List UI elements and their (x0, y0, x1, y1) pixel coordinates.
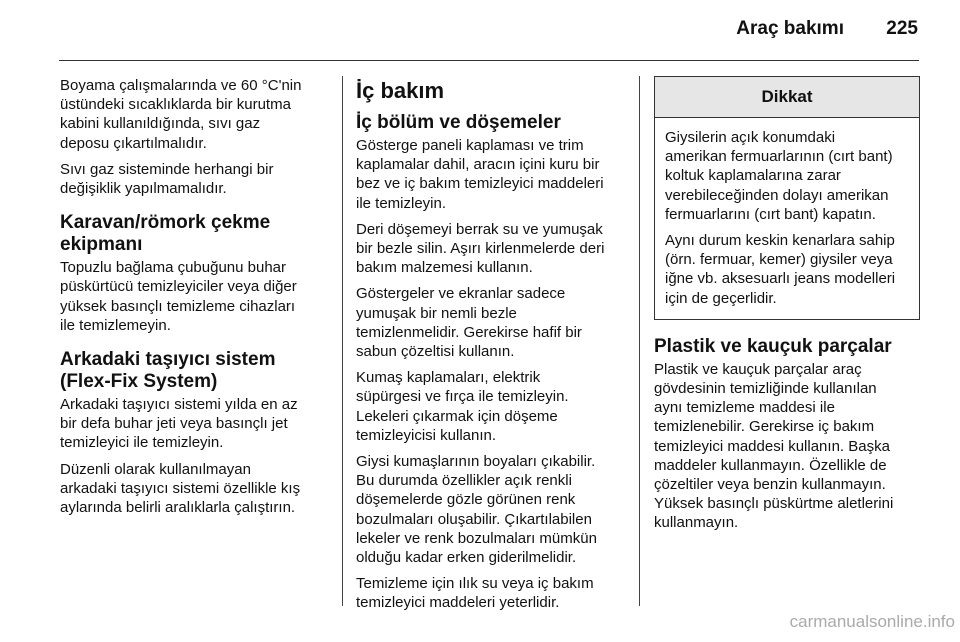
column-divider-left (342, 76, 343, 606)
interior-care-heading: İç bakım (356, 78, 445, 103)
lpg-paint-paragraph: Boyama çalışmalarında ve 60 °C'nin üstündeki sıcaklıklarda bir kurutma kabini kullanıldığında, sıvı gaz deposu çıkartılmalıdır. (60, 77, 302, 152)
rear-carrier-paragraph-2: Düzenli olarak kullanılmayan arkadaki taşıyıcı sistemi özellikle kış aylarında belirli aralıklarla çalıştırın. (60, 460, 301, 517)
caravan-heading: Karavan/römork çekme ekipmanı (60, 212, 271, 256)
interior-paragraph-6: Temizleme için ılık su veya iç bakım temizleyici maddeleri yeterlidir. (356, 575, 594, 612)
interior-paragraph-5: Giysi kumaşlarının boyaları çıkabilir. Bu durumda özellikler açık renkli döşemelerde gözle görünen renk bozulmaları oluşabilir. Çıkartılabilen lekeler ve renk bozulmaları mümkün olduğu kadar erken giderilmelidir. (356, 453, 597, 567)
lpg-modification-paragraph: Sıvı gaz sisteminde herhangi bir değişiklik yapılmamalıdır. (60, 160, 274, 198)
left-column (60, 76, 328, 524)
rear-carrier-paragraph-1: Arkadaki taşıyıcı sistemi yılda en az bir defa buhar jeti veya basınçlı jet temizleyici ile temizleyin. (60, 396, 298, 452)
caution-body (655, 118, 919, 319)
right-column (654, 76, 920, 540)
caravan-paragraph: Topuzlu bağlama çubuğunu buhar püskürtücü temizleyiciler veya diğer yüksek basınçlı temizleme cihazları ile temizlemeyin. (60, 259, 297, 334)
plastic-rubber-heading: Plastik ve kauçuk parçalar (654, 335, 892, 357)
caution-paragraph-2: Aynı durum keskin kenarlara sahip (örn. fermuar, kemer) giysiler veya iğne vb. aksesuarlı jeans modelleri için de geçerlidir. (665, 232, 896, 307)
rear-carrier-heading: Arkadaki taşıyıcı sistem (Flex-Fix System) (60, 349, 276, 393)
running-header-title: Araç bakımı (736, 18, 844, 39)
interior-paragraph-1: Gösterge paneli kaplaması ve trim kaplamalar dahil, aracın içini kuru bir bez ve iç bakım temizleyici maddeleri ile temizleyin. (356, 137, 604, 212)
column-divider-right (639, 76, 640, 606)
middle-column (356, 78, 628, 620)
page-number: 225 (886, 18, 918, 39)
watermark-text: carmanualsonline.info (789, 612, 955, 631)
interior-paragraph-2: Deri döşemeyi berrak su ve yumuşak bir bezle silin. Aşırı kirlenmelerde deri bakım malzemesi kullanın. (356, 220, 605, 277)
header-divider (59, 60, 919, 61)
plastic-rubber-paragraph: Plastik ve kauçuk parçalar araç gövdesinin temizliğinde kullanılan aynı temizleme maddesi ile temizlenebilir. Gerekirse iç bakım temizleyici maddesi kullanın. Başka maddeler kullanmayın. Özellikle de çözeltiler veya benzin kullanmayın. Yüksek basınçlı püskürtme aletlerini kullanmayın. (654, 360, 894, 532)
interior-paragraph-4: Kumaş kaplamaları, elektrik süpürgesi ve fırça ile temizleyin. Lekeleri çıkarmak için döşeme temizleyicisi kullanın. (356, 369, 569, 444)
interior-upholstery-heading: İç bölüm ve döşemeler (356, 112, 561, 133)
interior-paragraph-3: Göstergeler ve ekranlar sadece yumuşak bir nemli bezle temizlenmelidir. Gerekirse hafif bir sabun çözeltisi kullanın. (356, 285, 582, 361)
caution-box (654, 76, 920, 320)
caution-title: Dikkat (655, 77, 919, 118)
caution-paragraph-1: Giysilerin açık konumdaki amerikan fermuarlarının (cırt bant) koltuk kaplamalarına zarar verebileceğinden dolayı amerikan fermuarlarını (cırt bant) kapatın. (665, 129, 893, 223)
